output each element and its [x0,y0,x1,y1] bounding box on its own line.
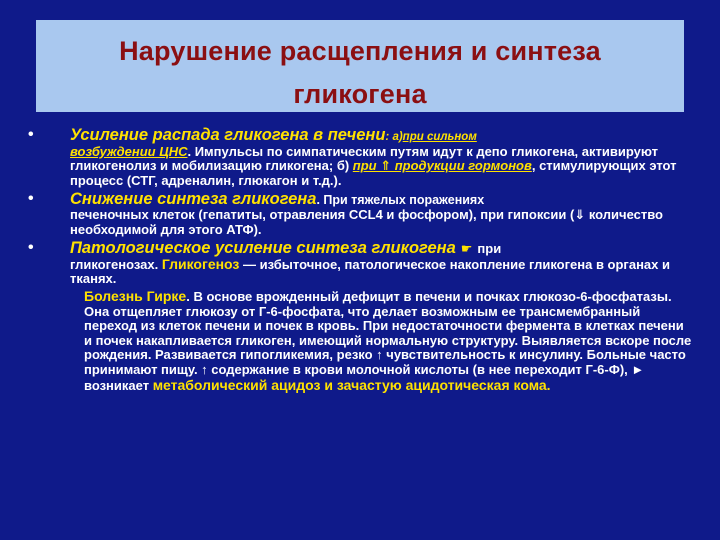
title-box [36,20,684,112]
bullet-body: печеночных клеток (гепатиты, отравления CCL4 и фосфором), при гипоксии (⇓ количество необходимой для этого АТФ). [70,206,663,237]
gierke-paragraph [70,289,692,393]
bullet-heading [70,241,692,257]
page-title: Нарушение расщепления и синтеза [119,36,601,66]
term-glycogenosis: Гликогеноз [161,255,240,272]
bullet-title: Патологическое усиление синтеза гликогена [70,239,456,258]
term-gierke-disease: Болезнь Гирке [84,287,187,304]
link-strong-excitation: при сильном [402,131,477,143]
link-hormone-production: при ⇑ продукции гормонов [352,158,532,174]
content-list [26,128,692,397]
bullet-title: Усиление распада гликогена в печени [70,126,386,144]
bullet-body [70,257,692,287]
bullet-dot-icon: • [28,190,34,208]
bullet-title-suffix: : а) [385,131,403,143]
bullet-heading [70,192,692,208]
bullet-text: при [477,241,502,257]
bullet-item [26,128,692,188]
bullet-heading [70,128,692,145]
bullet-text: . При тяжелых поражениях [316,193,485,208]
bullet-text: . Импульсы по симпатическим путям идут к депо гликогена, активируют гликогенолиз и мобилизацию гликогена; б) [70,143,659,174]
bullet-item [26,241,692,393]
bullet-text: гликогенозах. [70,256,159,272]
bullet-item [26,192,692,237]
bullet-dot-icon: • [28,239,34,257]
term-metabolic-acidosis: метаболический ацидоз и зачастую ацидотическая кома. [152,376,551,393]
link-cns-excitation: возбуждении ЦНС [70,143,188,159]
bullet-text: . В основе врожденный дефицит в печени и почках глюкозо-6-фосфатазы. Она отщепляет глюкозу от Г-6-фосфата, что делает возможным ее трансмембранный переход из клеток печени и почек в кровь. При недостаточности фермента в клетках печени и почек накапливается гликоген, имеющий нормальную структуру. Выявляется вскоре после рождения. Развивается гипогликемия, резко ↑ чувствительность к инсулину. Больные часто принимают пищу. ↑ содержание в крови молочной кислоты (в нее переходит Г-6-Ф), ► возникает [84,288,692,393]
page-title-line2: гликогена [293,79,427,109]
bullet-body [70,145,692,189]
bullet-text: , стимулирующих этот процесс (СТГ, адреналин, глюкагон и т.д.). [70,158,677,188]
hand-pointing-icon: ☛ [460,241,473,257]
bullet-title: Снижение синтеза гликогена [70,190,317,209]
bullet-text: — избыточное, патологическое накопление гликогена в органах и тканях. [70,256,670,287]
bullet-dot-icon: • [28,126,34,143]
